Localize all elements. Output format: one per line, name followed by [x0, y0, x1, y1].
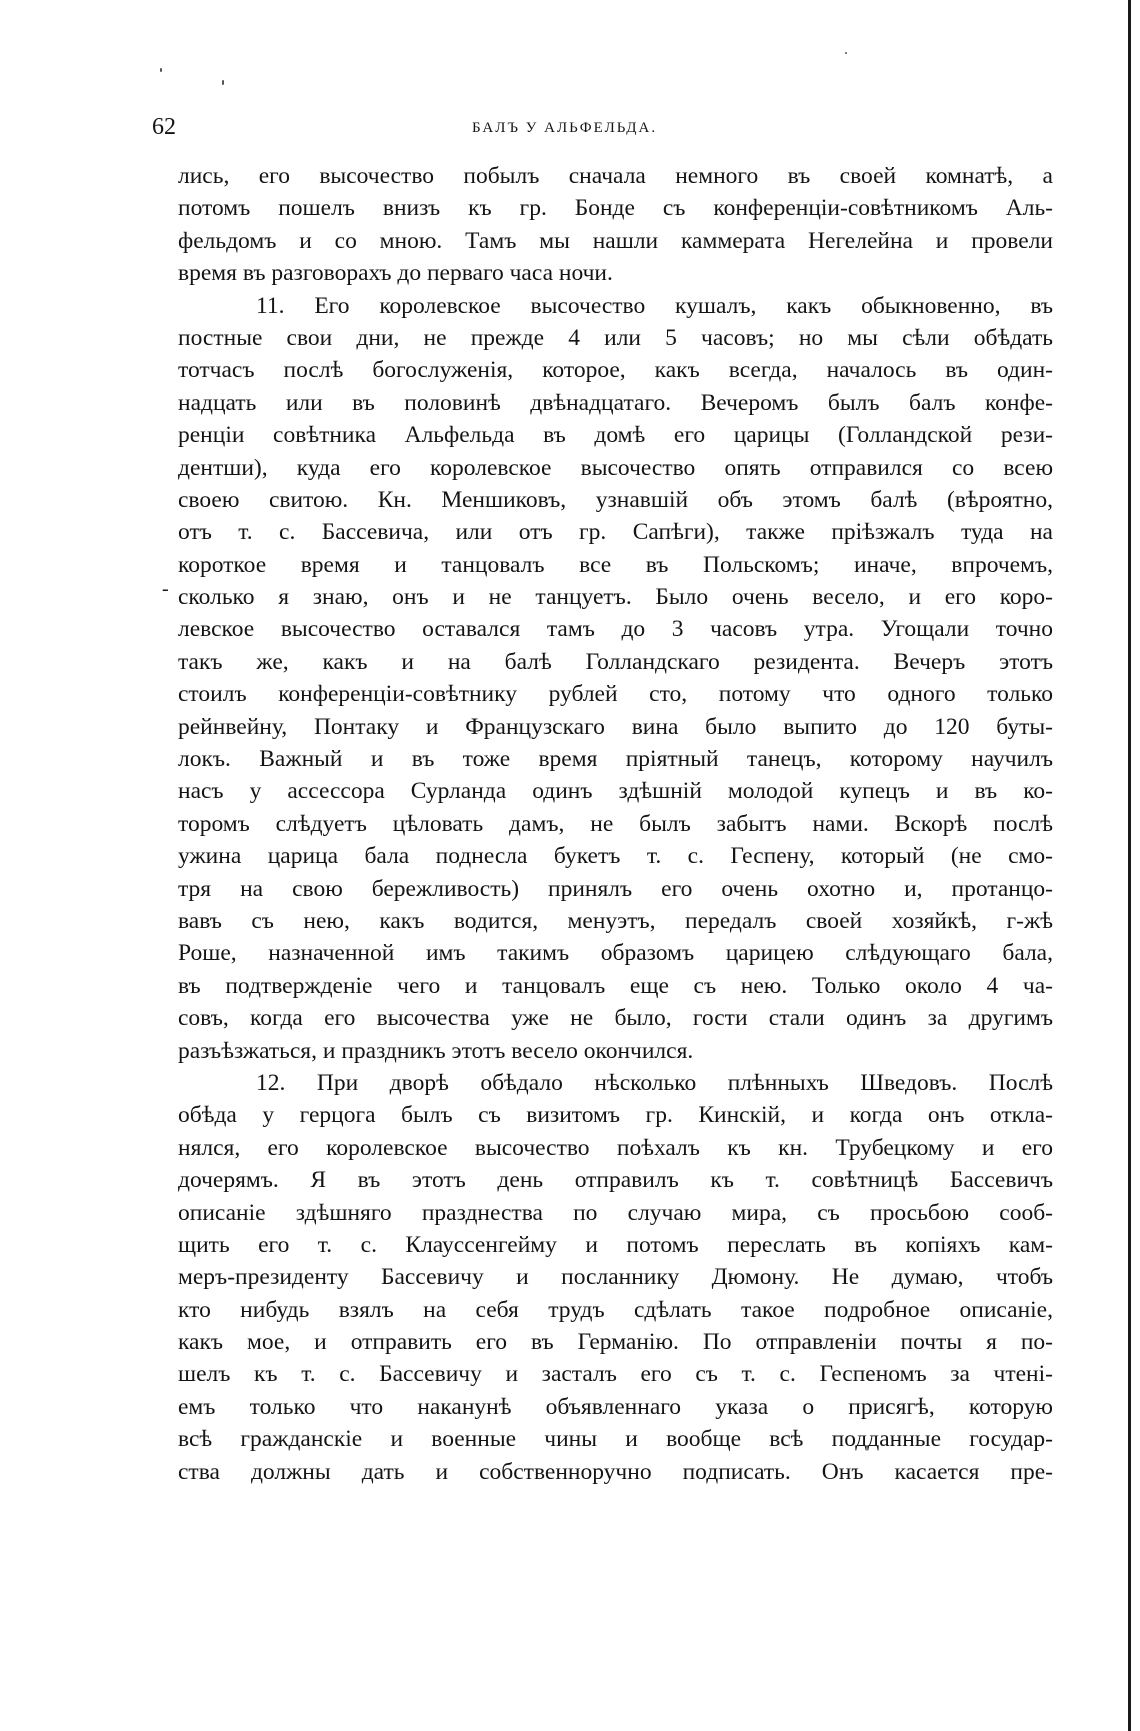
text-line: щить его т. с. Клауссенгейму и потомъ переслать въ копiяхъ кам- [178, 1231, 1053, 1258]
paragraph-1 [178, 160, 1053, 290]
text-line: ренцiи совѣтника Альфельда въ домѣ его царицы (Голландской рези- [178, 422, 1053, 449]
text-line: локъ. Важный и въ тоже время прiятный танецъ, которому научилъ [178, 746, 1053, 773]
text-line: своею свитою. Кн. Меншиковъ, узнавшiй объ этомъ балѣ (вѣроятно, [178, 486, 1053, 513]
text-line: дентши), куда его королевское высочество опять отправился со всею [178, 454, 1053, 481]
text-line: левское высочество оставался тамъ до 3 часовъ утра. Угощали точно [178, 616, 1053, 643]
text-line: кто нибудь взялъ на себя трудъ сдѣлать такое подробное описанiе, [178, 1296, 1053, 1323]
text-line: тря на свою бережливость) принялъ его очень охотно и, протанцо- [178, 875, 1053, 902]
paragraph-3 [178, 1067, 1053, 1488]
text-line: емъ только что наканунѣ объявленнаго указа о присягѣ, которую [178, 1393, 1053, 1420]
scan-edge-line [1128, 0, 1131, 1731]
text-line: потомъ пошелъ внизъ къ гр. Бонде съ конференцiи-совѣтникомъ Аль- [178, 195, 1053, 222]
scan-speck [160, 68, 162, 72]
scan-speck [222, 80, 224, 85]
text-line: стоилъ конференцiи-совѣтнику рублей сто, потому что одного только [178, 681, 1053, 708]
text-line: тотчасъ послѣ богослуженiя, которое, какъ всегда, началось въ один- [178, 357, 1053, 384]
margin-mark: - [162, 578, 169, 600]
scan-speck [845, 52, 847, 54]
text-line: время въ разговорахъ до перваго часа ночи. [178, 260, 613, 287]
text-line: нялся, его королевское высочество поѣхалъ къ кн. Трубецкому и его [178, 1134, 1053, 1161]
text-line: короткое время и танцовалъ все въ Польскомъ; иначе, впрочемъ, [178, 551, 1053, 578]
text-line: дочерямъ. Я въ этотъ день отправилъ къ т. совѣтницѣ Бассевичъ [178, 1167, 1053, 1194]
text-line: постные свои дни, не прежде 4 или 5 часовъ; но мы сѣли обѣдать [178, 324, 1053, 351]
text-line: ства должны дать и собственноручно подписать. Онъ касается пре- [178, 1458, 1053, 1485]
text-line: 12. При дворѣ обѣдало нѣсколько плѣнныхъ Шведовъ. Послѣ [256, 1069, 1053, 1096]
text-line: обѣда у герцога былъ съ визитомъ гр. Кинскiй, и когда онъ откла- [178, 1102, 1053, 1129]
paragraph-2 [178, 290, 1053, 1067]
text-line: шелъ къ т. с. Бассевичу и засталъ его съ т. с. Геспеномъ за чтенi- [178, 1361, 1053, 1388]
text-line: торомъ слѣдуетъ цѣловать дамъ, не былъ забытъ нами. Вскорѣ послѣ [178, 810, 1053, 837]
running-title: БАЛЪ У АЛЬФЕЛЬДА. [472, 120, 658, 136]
text-line: разъѣзжаться, и праздникъ этотъ весело окончился. [178, 1037, 694, 1064]
text-line: совъ, когда его высочества уже не было, гости стали одинъ за другимъ [178, 1005, 1053, 1032]
text-line: 11. Его королевское высочество кушалъ, какъ обыкновенно, въ [256, 292, 1053, 319]
text-line: вавъ съ нею, какъ водится, менуэтъ, передалъ своей хозяйкѣ, г-жѣ [178, 907, 1053, 934]
text-line: рейнвейну, Понтаку и Французскаго вина было выпито до 120 буты- [178, 713, 1053, 740]
body-text [178, 160, 1053, 1488]
page-number: 62 [152, 114, 176, 140]
text-line: Роше, назначенной имъ такимъ образомъ царицею слѣдующаго бала, [178, 940, 1053, 967]
text-line: какъ мое, и отправить его въ Германiю. По отправленiи почты я по- [178, 1329, 1053, 1356]
text-line: надцать или въ половинѣ двѣнадцатаго. Вечеромъ былъ балъ конфе- [178, 389, 1053, 416]
text-line: лись, его высочество побылъ сначала немного въ своей комнатѣ, а [178, 163, 1053, 189]
text-line: отъ т. с. Бассевича, или отъ гр. Сапѣги), также прiѣзжалъ туда на [178, 519, 1053, 546]
text-line: меръ-президенту Бассевичу и посланнику Дюмону. Не думаю, чтобъ [178, 1264, 1053, 1291]
text-line: описанiе здѣшняго празднества по случаю мира, съ просьбою сооб- [178, 1199, 1053, 1226]
page-header [152, 112, 932, 142]
text-line: такъ же, какъ и на балѣ Голландскаго резидента. Вечеръ этотъ [178, 648, 1053, 675]
text-line: ужина царица бала поднесла букетъ т. с. Геспену, который (не смо- [178, 843, 1053, 870]
text-line: въ подтвержденiе чего и танцовалъ еще съ нею. Только около 4 ча- [178, 972, 1053, 999]
text-line: всѣ гражданскiе и военные чины и вообще всѣ подданные государ- [178, 1426, 1053, 1453]
text-line: сколько я знаю, онъ и не танцуетъ. Было очень весело, и его коро- [178, 584, 1053, 611]
text-line: насъ у ассессора Сурланда одинъ здѣшнiй молодой купецъ и въ ко- [178, 778, 1053, 805]
text-line: фельдомъ и со мною. Тамъ мы нашли каммерата Негелейна и провели [178, 227, 1053, 254]
